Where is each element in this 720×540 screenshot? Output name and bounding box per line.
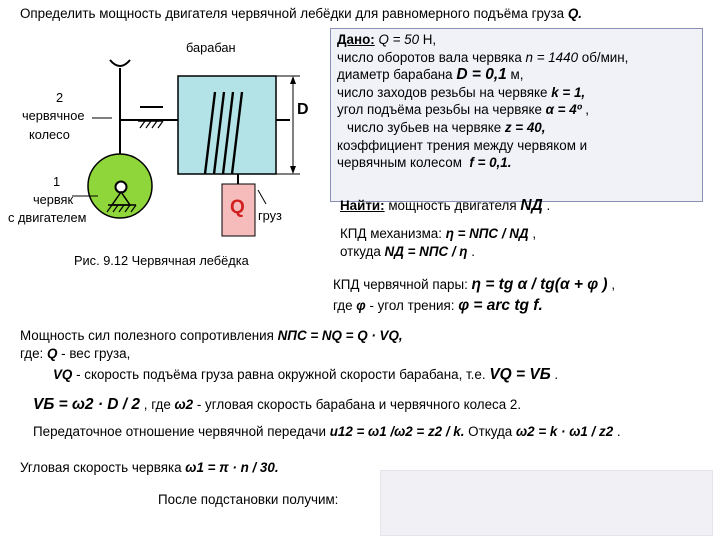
hook-mark bbox=[110, 60, 130, 66]
kpd-pair-tail: , bbox=[611, 277, 616, 292]
bearing-hatch bbox=[140, 121, 163, 128]
given-a-text: угол подъёма резьбы на червяке bbox=[337, 102, 542, 118]
kpd-eq-1: η = NПС / NД bbox=[445, 226, 529, 241]
p5-eq: u12 = ω1 /ω2 = z2 / k. bbox=[329, 424, 465, 439]
p4-tail: - угловая скорость барабана и червячного колеса 2. bbox=[196, 397, 522, 412]
given-f-text-2: червячным колесом bbox=[337, 155, 462, 171]
p3-text: - скорость подъёма груза равна окружной скорости барабана, т.е. bbox=[76, 367, 486, 382]
given-n-row bbox=[337, 49, 696, 67]
figure-caption: Рис. 9.12 Червячная лебёдка bbox=[74, 253, 249, 268]
phi-eq: φ = arc tg f. bbox=[458, 297, 543, 314]
kpd-text-2: откуда bbox=[340, 244, 381, 259]
given-box bbox=[330, 28, 703, 202]
body-line-5 bbox=[33, 424, 621, 439]
given-n-unit: об/мин, bbox=[581, 49, 629, 65]
kpd-tail-2: . bbox=[471, 244, 475, 259]
wheel-number: 2 bbox=[56, 90, 64, 105]
given-q-unit: Н, bbox=[422, 32, 437, 47]
body-line-2 bbox=[20, 346, 130, 361]
given-q-row bbox=[337, 31, 696, 49]
wheel-label-1: червячное bbox=[22, 108, 85, 123]
load-q-label: Q bbox=[230, 197, 245, 218]
drum-label: барабан bbox=[186, 40, 236, 55]
p3-var: VQ bbox=[53, 367, 73, 382]
p4-eq: VБ = ω2 · D / 2 bbox=[33, 396, 141, 413]
p3-tail: . bbox=[554, 367, 559, 382]
given-f-row-2 bbox=[337, 154, 696, 172]
given-k-row bbox=[337, 84, 696, 102]
kpd-pair-line bbox=[333, 276, 615, 294]
drum bbox=[178, 76, 276, 174]
kpd-pair-text: КПД червячной пары: bbox=[333, 277, 468, 292]
given-q-eq: Q = 50 bbox=[378, 32, 420, 47]
friction-angle-line bbox=[333, 297, 543, 315]
p6-eq: ω1 = π · n / 30. bbox=[185, 460, 279, 475]
title-q: Q. bbox=[567, 6, 582, 21]
given-z-row bbox=[337, 119, 696, 137]
given-d-text: диаметр барабана bbox=[337, 67, 453, 83]
load-pointer bbox=[258, 190, 266, 204]
kpd-tail-1: , bbox=[532, 226, 537, 241]
kpd-line-1 bbox=[340, 226, 536, 241]
result-blank-box bbox=[380, 470, 713, 536]
p1-text: Мощность сил полезного сопротивления bbox=[20, 328, 274, 343]
worm-label-2: с двигателем bbox=[8, 210, 87, 225]
p5-tail: . bbox=[616, 424, 621, 439]
given-f-eq: f = 0,1. bbox=[469, 155, 512, 171]
diameter-label: D bbox=[297, 101, 309, 118]
given-d-eq: D = 0,1 bbox=[456, 66, 507, 84]
worm-number: 1 bbox=[53, 174, 61, 189]
p2-text: где: bbox=[20, 346, 44, 361]
given-f-text-1: коэффициент трения между червяком и bbox=[337, 137, 588, 153]
p4-omega: ω2 bbox=[174, 397, 194, 412]
phi-symbol: φ bbox=[356, 298, 366, 313]
p5-mid: Откуда bbox=[468, 424, 513, 439]
given-a-tail: , bbox=[585, 102, 590, 118]
load-label: груз bbox=[258, 208, 282, 223]
d-arrow-top bbox=[290, 76, 296, 84]
given-z-text: число зубьев на червяке bbox=[347, 119, 502, 135]
p2-q: Q bbox=[47, 346, 58, 361]
body-line-1 bbox=[20, 328, 403, 343]
find-heading: Найти: bbox=[340, 198, 385, 213]
given-z-eq: z = 40, bbox=[504, 119, 546, 135]
given-k-text: число заходов резьбы на червяке bbox=[337, 84, 548, 100]
body-line-4 bbox=[33, 396, 521, 414]
given-a-eq: α = 4º bbox=[545, 102, 582, 118]
p5-text: Передаточное отношение червячной передачи bbox=[33, 424, 326, 439]
p5-eq2: ω2 = k · ω1 / z2 bbox=[515, 424, 614, 439]
worm-label-1: червяк bbox=[33, 192, 74, 207]
title-text: Определить мощность двигателя червячной лебёдки для равномерного подъёма груза bbox=[20, 6, 565, 21]
given-k-eq: k = 1, bbox=[551, 84, 586, 100]
body-line-6 bbox=[20, 460, 279, 475]
kpd-eq-2: NД = NПС / η bbox=[384, 244, 468, 259]
given-n-eq: n = 1440 bbox=[525, 49, 579, 65]
phi-text-1: где bbox=[333, 298, 353, 313]
p3-eq: VQ = VБ bbox=[489, 366, 551, 383]
d-arrow-bottom bbox=[290, 166, 296, 174]
body-line-3 bbox=[53, 366, 558, 384]
given-a-row bbox=[337, 101, 696, 119]
given-heading: Дано: bbox=[337, 32, 375, 47]
p6-text: Угловая скорость червяка bbox=[20, 460, 182, 475]
given-f-row-1 bbox=[337, 137, 696, 155]
body-line-7: После подстановки получим: bbox=[158, 492, 339, 507]
phi-text-2: - угол трения: bbox=[369, 298, 455, 313]
kpd-line-2 bbox=[340, 244, 475, 259]
kpd-pair-eq: η = tg α / tg(α + φ ) bbox=[471, 276, 608, 293]
find-var: NД bbox=[520, 197, 543, 214]
find-row bbox=[340, 197, 550, 215]
given-n-text: число оборотов вала червяка bbox=[337, 49, 522, 65]
given-d-row bbox=[337, 66, 696, 84]
kpd-text-1: КПД механизма: bbox=[340, 226, 442, 241]
find-tail: . bbox=[546, 198, 551, 213]
find-text: мощность двигателя bbox=[388, 198, 517, 213]
p2-tail: - вес груза, bbox=[61, 346, 131, 361]
p1-eq: NПС = NQ = Q · VQ, bbox=[277, 328, 403, 343]
p4-text: , где bbox=[143, 397, 171, 412]
wheel-label-2: колесо bbox=[29, 127, 70, 142]
given-d-unit: м, bbox=[510, 67, 524, 83]
